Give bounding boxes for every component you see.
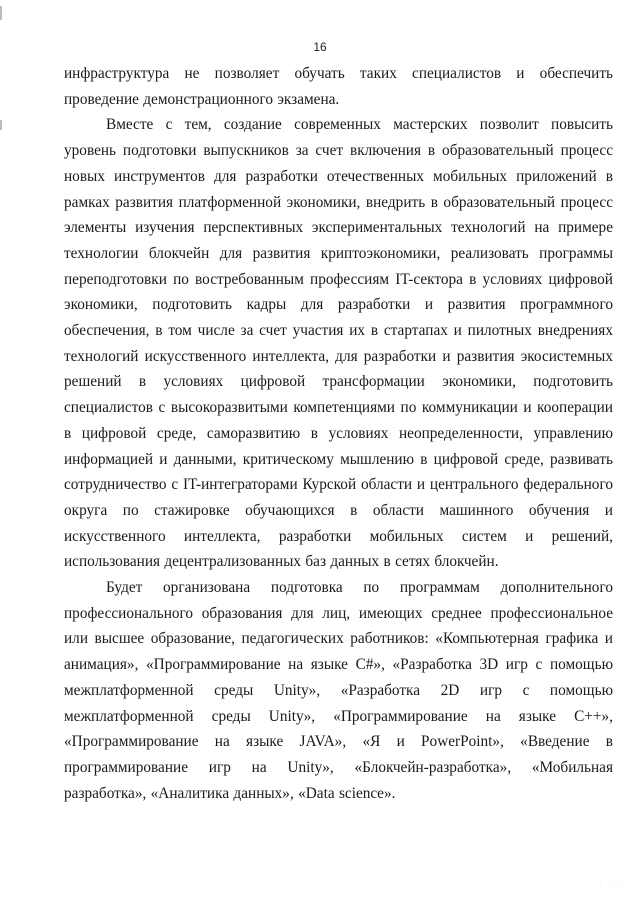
paragraph-infrastructure-continuation: инфраструктура не позволяет обучать таких специалистов и обеспечить проведение демонстрационного экзамена.: [64, 65, 613, 108]
page-number: 16: [313, 40, 327, 54]
scan-edge-mark-middle: [0, 120, 2, 130]
document-body: [64, 61, 613, 806]
scan-noise-dots: · · ·: [599, 882, 626, 891]
paragraph-modern-workshops: Вместе с тем, создание современных мастерских позволит повысить уровень подготовки выпускников за счет включения в образовательный процесс новых инструментов для разработки отечественных мобильных приложений в рамках развития платформенной экономики, внедрить в образовательный процесс элементы изучения перспективных экспериментальных технологий на примере технологии блокчейн для развития криптоэкономики, реализовать программы переподготовки по востребованным профессиям IT-сектора в условиях цифровой экономики, подготовить кадры для разработки и развития программного обеспечения, в том числе за счет участия их в стартапах и пилотных внедрениях технологий искусственного интеллекта, для разработки и развития экосистемных решений в условиях цифровой трансформации экономики, подготовить специалистов с высокоразвитыми компетенциями по коммуникации и кооперации в цифровой среде, саморазвитию в условиях неопределенности, управлению информацией и данными, критическому мышлению в цифровой среде, развивать сотрудничество с IT-интеграторами Курской области и центрального федерального округа по стажировке обучающихся в области машинного обучения и искусственного интеллекта, разработки мобильных систем и решений, использования децентрализованных баз данных в сетях блокчейн.: [64, 116, 613, 571]
paragraph-training-programs: Будет организована подготовка по программам дополнительного профессионального образования для лиц, имеющих среднее профессиональное или высшее образование, педагогических работников: «Компьютерная графика и анимация», «Программирование на языке C#», «Разработка 3D игр с помощью межплатформенной среды Unity», «Разработка 2D игр с помощью межплатформенной среды Unity», «Программирование на языке C++», «Программирование на языке JAVA», «Я и PowerPoint», «Введение в программирование игр на Unity», «Блокчейн-разработка», «Мобильная разработка», «Аналитика данных», «Data science».: [64, 579, 613, 802]
scan-edge-mark-top: [0, 6, 2, 20]
